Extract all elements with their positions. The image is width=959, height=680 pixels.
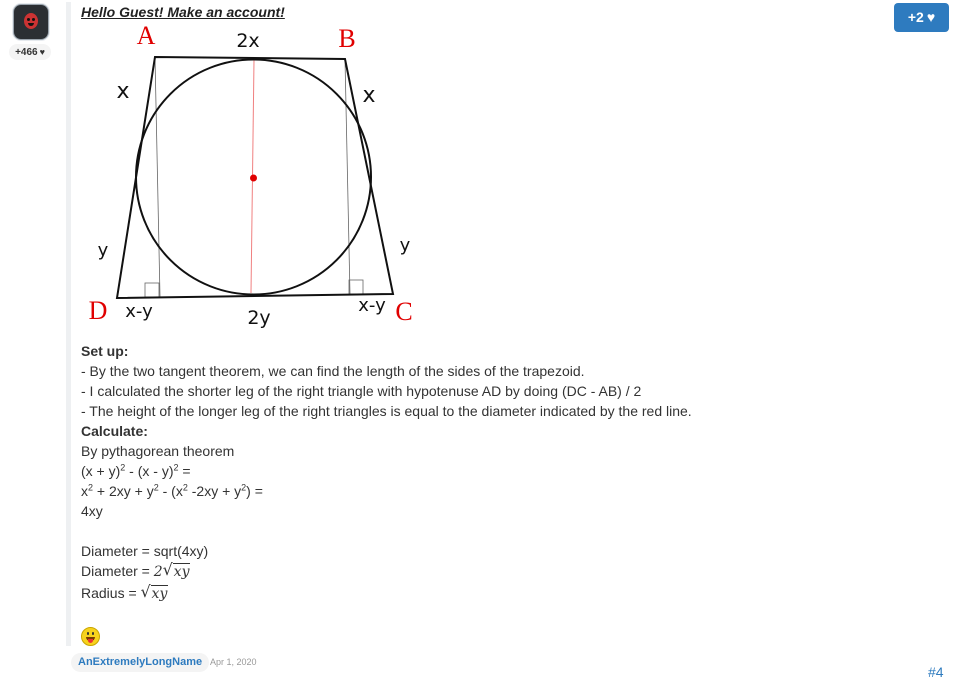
radius-formula-line: Radius = √ xy — [81, 582, 168, 602]
setup-heading: Set up: — [81, 343, 129, 359]
circle-center-point — [250, 175, 257, 182]
avatar[interactable] — [13, 4, 49, 40]
segment-label-bottom-left: x-y — [125, 301, 153, 322]
vertex-label-a: A — [136, 21, 156, 50]
vertex-label-d: D — [88, 296, 108, 325]
segment-label-bottom-right: x-y — [358, 295, 386, 316]
side-label-bottom: 2y — [247, 307, 271, 329]
post-date: Apr 1, 2020 — [210, 657, 257, 667]
post-number-link[interactable]: #4 — [928, 664, 944, 680]
heart-icon: ♥ — [926, 9, 936, 25]
diameter-formula-line: Diameter = 2 √ xy — [81, 560, 190, 580]
avatar-face-icon — [24, 13, 38, 29]
vertex-label-b: B — [338, 24, 356, 53]
post-divider — [66, 2, 71, 646]
author-link[interactable]: AnExtremelyLongName — [71, 653, 209, 672]
user-score: +466 — [15, 47, 38, 58]
equation-line-1: $(x + y)^2 - (x - y)^2$ = — [81, 462, 191, 479]
blank-line — [81, 521, 841, 541]
side-label-right-upper: x — [362, 83, 376, 108]
trapezoid-figure — [81, 18, 421, 336]
vote-count: +2 — [907, 9, 924, 25]
vertex-label-c: C — [395, 297, 413, 326]
side-label-left-upper: x — [116, 79, 130, 104]
vote-button[interactable] — [894, 3, 949, 32]
heart-icon: ♥ — [39, 47, 45, 57]
setup-line-3: - The height of the longer leg of the right triangles is equal to the diameter indicated by the red line. — [81, 403, 692, 419]
side-label-left-lower: y — [97, 240, 109, 261]
equation-line-2: $x^2 + 2xy + y^2 - (x^2$ $-2xy + y^2$) = — [81, 482, 263, 499]
equation-line-3: 4xy — [81, 503, 103, 519]
post-body — [81, 341, 841, 603]
diameter-sqrt-line: Diameter = sqrt(4xy) — [81, 543, 209, 559]
guest-greeting-link[interactable]: Hello Guest! Make an account! — [81, 4, 285, 20]
pythagorean-line: By pythagorean theorem — [81, 443, 235, 459]
setup-line-2: - I calculated the shorter leg of the right triangle with hypotenuse AD by doing (DC - AB) / 2 — [81, 383, 642, 399]
side-label-right-lower: y — [399, 235, 411, 256]
user-score-badge — [9, 44, 51, 60]
setup-line-1: - By the two tangent theorem, we can find the length of the sides of the trapezoid. — [81, 363, 585, 379]
side-label-top: 2x — [236, 30, 260, 52]
calculate-heading: Calculate: — [81, 423, 148, 439]
tongue-out-emoji-icon — [81, 627, 100, 646]
